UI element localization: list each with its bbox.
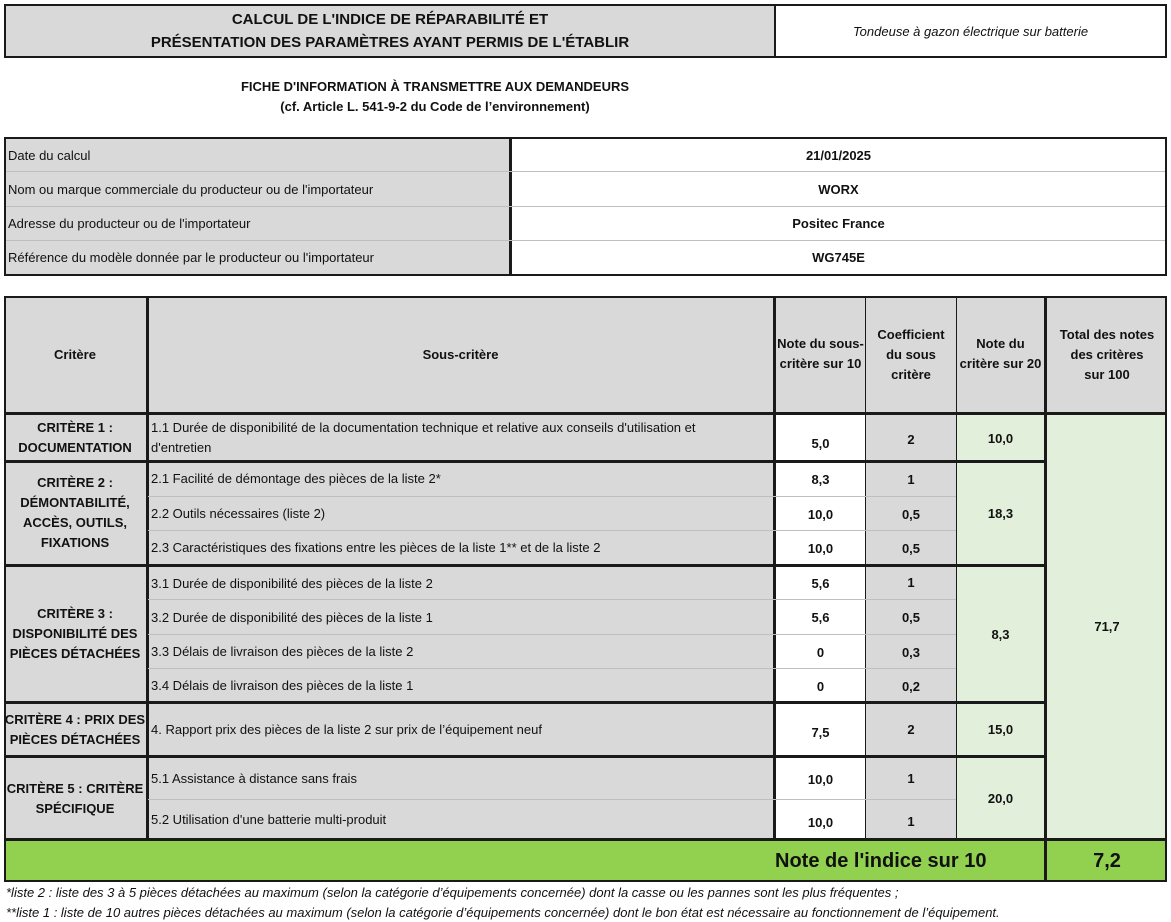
criterion-5-name: CRITÈRE 5 : CRITÈRE SPÉCIFIQUE [6,781,144,816]
coef-3-2: 0,5 [901,609,921,625]
criterion-4-name: CRITÈRE 4 : PRIX DES PIÈCES DÉTACHÉES [4,712,146,747]
col-header-total-line3: sur 100 [1084,367,1130,382]
fiche-title: FICHE D'INFORMATION À TRANSMETTRE AUX DEMANDEURS [240,78,630,94]
info-label-brand: Nom ou marque commerciale du producteur ou de l'importateur [8,181,374,197]
info-label-address: Adresse du producteur ou de l'importateur [8,216,251,231]
footnote-liste-2: *liste 2 : liste des 3 à 5 pièces détachées au maximum (selon la catégorie d’équipements concernée) dont la casse ou les pannes sont les plus fréquentes ; [6,884,899,900]
note-2-1: 8,3 [811,472,830,487]
coef-2-1: 1 [907,472,915,487]
coef-4: 2 [907,722,915,737]
note-1-1: 5,0 [811,435,830,451]
criterion-3-score: 8,3 [991,626,1010,642]
page-title-line1: CALCUL DE L'INDICE DE RÉPARABILITÉ ET [231,10,549,28]
col-header-coefficient-line3: critère [891,367,931,382]
info-value-brand: WORX [818,181,859,197]
info-value-address: Positec France [792,216,885,231]
note-3-4: 0 [816,678,825,694]
sub-criterion-4: 4. Rapport prix des pièces de la liste 2 sur prix de l’équipement neuf [151,722,542,737]
sub-criterion-5-2: 5.2 Utilisation d'une batterie multi-produit [151,811,387,827]
sub-criterion-3-2: 3.2 Durée de disponibilité des pièces de la liste 1 [151,609,433,625]
coef-3-3: 0,3 [901,645,921,660]
criterion-1-name: CRITÈRE 1 : DOCUMENTATION [18,420,132,455]
info-label-date: Date du calcul [8,147,91,163]
col-header-coefficient [866,325,956,385]
criterion-2-score: 18,3 [987,506,1014,521]
note-2-3: 10,0 [807,541,834,556]
coef-5-2: 1 [907,813,915,829]
col-header-note-sous-critere-line1: Note du sous- [777,336,864,351]
col-header-total [1047,325,1167,385]
sub-criterion-1-1: 1.1 Durée de disponibilité de la documentation technique et relative aux conseils d'utilisation et d'entretien [151,420,696,455]
col-header-note-sous-critere-line2: critère sur 10 [779,356,862,371]
coef-3-4: 0,2 [901,678,921,694]
sub-criterion-2-2: 2.2 Outils nécessaires (liste 2) [151,506,326,521]
sub-criterion-3-3: 3.3 Délais de livraison des pièces de la liste 2 [151,644,414,659]
note-5-1: 10,0 [807,772,834,787]
footnote-liste-1: **liste 1 : liste de 10 autres pièces détachées au maximum (selon la catégorie d’équipements concernée) dont le bon état est nécessaire au fonctionnement de l’équipement. [6,904,1000,920]
coef-3-1: 1 [907,574,915,590]
sub-criterion-3-1: 3.1 Durée de disponibilité des pièces de la liste 2 [151,575,433,591]
criterion-4-score: 15,0 [987,722,1014,737]
note-3-3: 0 [816,645,825,660]
note-3-2: 5,6 [811,609,830,625]
criterion-1-score: 10,0 [987,430,1014,446]
col-header-coefficient-line2: du sous [886,347,936,362]
coef-5-1: 1 [907,771,915,786]
col-header-critere: Critère [54,346,96,362]
col-header-note-critere-line2: critère sur 20 [959,356,1042,371]
criterion-2-name: CRITÈRE 2 : DÉMONTABILITÉ, ACCÈS, OUTILS, FIXATIONS [20,475,130,550]
product-name: Tondeuse à gazon électrique sur batterie [852,23,1089,39]
note-5-2: 10,0 [807,814,834,830]
total-score: 71,7 [1094,619,1120,634]
fiche-reference: (cf. Article L. 541-9-2 du Code de l’environnement) [280,98,590,114]
col-header-coefficient-line1: Coefficient [877,327,945,342]
note-4: 7,5 [811,724,830,740]
coef-2-2: 0,5 [901,507,921,522]
col-header-sous-critere: Sous-critère [422,346,499,362]
info-label-model: Référence du modèle donnée par le producteur ou l'importateur [8,250,374,265]
coef-1-1: 2 [907,431,915,447]
sub-criterion-5-1: 5.1 Assistance à distance sans frais [151,771,357,786]
col-header-note-sous-critere [776,334,865,374]
sub-criterion-2-1: 2.1 Facilité de démontage des pièces de la liste 2* [151,471,441,486]
col-header-total-line1: Total des notes [1059,327,1155,342]
coef-2-3: 0,5 [901,541,921,556]
col-header-note-critere-line1: Note du [976,336,1025,351]
note-2-2: 10,0 [807,507,834,522]
note-3-1: 5,6 [811,575,830,591]
info-value-model: WG745E [812,250,865,265]
page-title-line2: PRÉSENTATION DES PARAMÈTRES AYANT PERMIS DE L'ÉTABLIR [150,33,630,51]
final-label: Note de l'indice sur 10 [775,849,987,872]
sub-criterion-3-4: 3.4 Délais de livraison des pièces de la liste 1 [151,677,414,693]
col-header-total-line2: des critères [1070,347,1144,362]
final-score: 7,2 [1093,849,1121,872]
criterion-3-name: CRITÈRE 3 : DISPONIBILITÉ DES PIÈCES DÉTACHÉES [9,606,141,661]
criterion-5-score: 20,0 [987,790,1014,806]
col-header-note-critere [957,334,1044,374]
info-value-date: 21/01/2025 [805,147,872,163]
sub-criterion-2-3: 2.3 Caractéristiques des fixations entre les pièces de la liste 1** et de la liste 2 [151,540,601,555]
